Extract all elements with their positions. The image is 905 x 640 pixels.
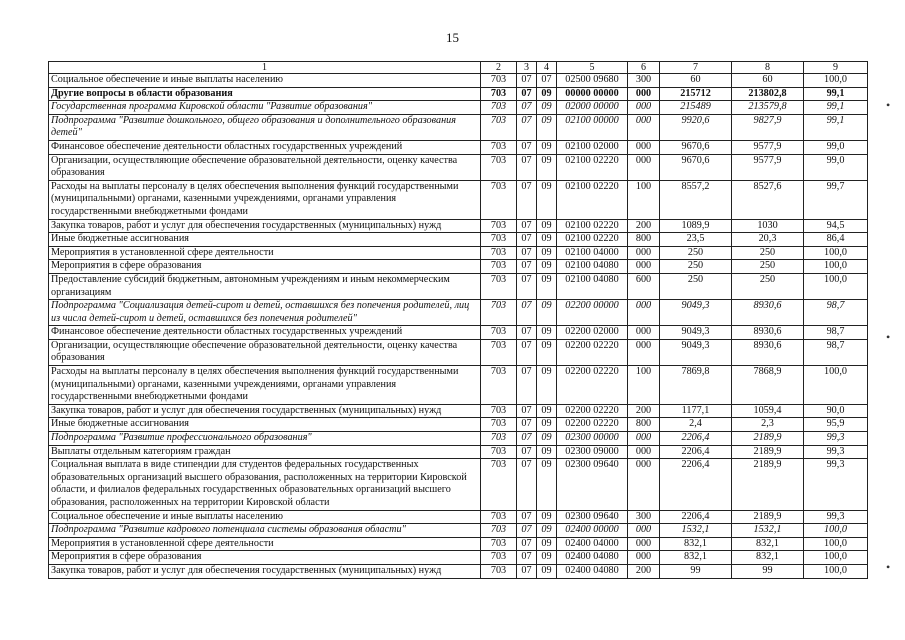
row-value-cell: 02200 02220 <box>557 366 628 405</box>
row-value-cell: 215489 <box>660 101 732 115</box>
page-number: 15 <box>446 30 459 45</box>
row-value-cell: 07 <box>517 180 537 219</box>
column-header: 3 <box>517 62 537 74</box>
table-row <box>49 219 868 233</box>
row-value-cell: 07 <box>517 101 537 115</box>
row-value-cell: 300 <box>628 510 660 524</box>
row-value-cell: 250 <box>732 273 804 299</box>
row-name-cell: Предоставление субсидий бюджетным, автономным учреждениям и иным некоммерческим организациям <box>49 273 481 299</box>
row-value-cell: 07 <box>517 418 537 432</box>
row-value-cell: 250 <box>660 246 732 260</box>
row-value-cell: 600 <box>628 273 660 299</box>
row-value-cell: 09 <box>537 154 557 180</box>
row-value-cell: 703 <box>481 339 517 365</box>
row-value-cell: 1177,1 <box>660 404 732 418</box>
row-value-cell: 000 <box>628 140 660 154</box>
row-value-cell: 200 <box>628 564 660 578</box>
row-value-cell: 02400 04080 <box>557 551 628 565</box>
row-name-cell: Расходы на выплаты персоналу в целях обеспечения выполнения функций государственными (муниципальными) органами, казенными учреждениями, органами управления государственными внебюджетными фондами <box>49 366 481 405</box>
row-value-cell: 9827,9 <box>732 114 804 140</box>
row-value-cell: 07 <box>517 140 537 154</box>
row-name-cell: Выплаты отдельным категориям граждан <box>49 445 481 459</box>
row-name-cell: Социальная выплата в виде стипендии для студентов федеральных государственных образовательных организаций высшего образования, расположенных на территории Кировской области, и филиалов федеральных государственных образовательных организаций высшего образования, расположенных на территории Кировской области <box>49 459 481 510</box>
column-header: 8 <box>732 62 804 74</box>
row-value-cell: 9577,9 <box>732 140 804 154</box>
row-value-cell: 09 <box>537 404 557 418</box>
row-value-cell: 02200 00000 <box>557 300 628 326</box>
row-value-cell: 250 <box>732 260 804 274</box>
table-row <box>49 459 868 510</box>
row-value-cell: 703 <box>481 140 517 154</box>
row-value-cell: 09 <box>537 114 557 140</box>
row-value-cell: 09 <box>537 140 557 154</box>
row-name-cell: Закупка товаров, работ и услуг для обеспечения государственных (муниципальных) нужд <box>49 404 481 418</box>
row-name-cell: Государственная программа Кировской области "Развитие образования" <box>49 101 481 115</box>
row-value-cell: 800 <box>628 418 660 432</box>
row-value-cell: 09 <box>537 246 557 260</box>
row-name-cell: Закупка товаров, работ и услуг для обеспечения государственных (муниципальных) нужд <box>49 219 481 233</box>
row-value-cell: 09 <box>537 101 557 115</box>
row-value-cell: 02400 04000 <box>557 537 628 551</box>
table-header-row <box>49 62 868 74</box>
row-value-cell: 2189,9 <box>732 432 804 446</box>
row-value-cell: 100,0 <box>804 537 868 551</box>
row-value-cell: 07 <box>517 339 537 365</box>
table-row <box>49 445 868 459</box>
row-value-cell: 60 <box>732 74 804 88</box>
row-name-cell: Расходы на выплаты персоналу в целях обеспечения выполнения функций государственными (муниципальными) органами, казенными учреждениями, органами управления государственными внебюджетными фондами <box>49 180 481 219</box>
row-value-cell: 7868,9 <box>732 366 804 405</box>
row-value-cell: 703 <box>481 459 517 510</box>
row-value-cell: 99,0 <box>804 154 868 180</box>
row-value-cell: 07 <box>517 246 537 260</box>
row-value-cell: 9049,3 <box>660 326 732 340</box>
row-value-cell: 100,0 <box>804 246 868 260</box>
row-value-cell: 100,0 <box>804 564 868 578</box>
row-value-cell: 02300 00000 <box>557 432 628 446</box>
row-value-cell: 703 <box>481 300 517 326</box>
row-value-cell: 99,3 <box>804 510 868 524</box>
row-value-cell: 832,1 <box>660 551 732 565</box>
row-value-cell: 09 <box>537 510 557 524</box>
row-value-cell: 1532,1 <box>732 524 804 538</box>
row-value-cell: 000 <box>628 87 660 101</box>
table-row <box>49 260 868 274</box>
row-value-cell: 2,3 <box>732 418 804 432</box>
row-value-cell: 07 <box>517 445 537 459</box>
row-value-cell: 2189,9 <box>732 459 804 510</box>
row-value-cell: 02100 00000 <box>557 114 628 140</box>
row-value-cell: 250 <box>660 260 732 274</box>
row-value-cell: 07 <box>517 537 537 551</box>
row-value-cell: 07 <box>517 510 537 524</box>
row-value-cell: 1089,9 <box>660 219 732 233</box>
row-name-cell: Социальное обеспечение и иные выплаты населению <box>49 510 481 524</box>
row-value-cell: 000 <box>628 524 660 538</box>
row-name-cell: Мероприятия в сфере образования <box>49 260 481 274</box>
table-row <box>49 551 868 565</box>
row-value-cell: 07 <box>517 74 537 88</box>
row-value-cell: 07 <box>517 404 537 418</box>
row-value-cell: 02200 02220 <box>557 418 628 432</box>
row-value-cell: 07 <box>517 154 537 180</box>
row-value-cell: 703 <box>481 180 517 219</box>
row-name-cell: Иные бюджетные ассигнования <box>49 418 481 432</box>
row-value-cell: 250 <box>660 273 732 299</box>
row-value-cell: 99 <box>732 564 804 578</box>
row-value-cell: 07 <box>517 87 537 101</box>
row-value-cell: 703 <box>481 326 517 340</box>
row-value-cell: 2206,4 <box>660 432 732 446</box>
row-value-cell: 99,3 <box>804 445 868 459</box>
row-value-cell: 09 <box>537 326 557 340</box>
row-value-cell: 9577,9 <box>732 154 804 180</box>
row-value-cell: 02200 02220 <box>557 404 628 418</box>
row-value-cell: 703 <box>481 87 517 101</box>
row-value-cell: 200 <box>628 219 660 233</box>
row-value-cell: 02300 09640 <box>557 510 628 524</box>
row-value-cell: 250 <box>732 246 804 260</box>
column-header: 6 <box>628 62 660 74</box>
row-value-cell: 703 <box>481 233 517 247</box>
row-value-cell: 703 <box>481 74 517 88</box>
row-value-cell: 703 <box>481 101 517 115</box>
row-name-cell: Подпрограмма "Развитие кадрового потенциала системы образования области" <box>49 524 481 538</box>
row-value-cell: 2,4 <box>660 418 732 432</box>
row-value-cell: 000 <box>628 101 660 115</box>
row-name-cell: Социальное обеспечение и иные выплаты населению <box>49 74 481 88</box>
row-value-cell: 000 <box>628 154 660 180</box>
row-value-cell: 7869,8 <box>660 366 732 405</box>
column-header: 5 <box>557 62 628 74</box>
row-value-cell: 09 <box>537 551 557 565</box>
column-header: 2 <box>481 62 517 74</box>
row-value-cell: 09 <box>537 180 557 219</box>
table-row <box>49 180 868 219</box>
row-value-cell: 09 <box>537 233 557 247</box>
column-header: 9 <box>804 62 868 74</box>
table-row <box>49 366 868 405</box>
row-value-cell: 09 <box>537 564 557 578</box>
row-value-cell: 86,4 <box>804 233 868 247</box>
row-value-cell: 703 <box>481 260 517 274</box>
row-value-cell: 9049,3 <box>660 339 732 365</box>
row-value-cell: 07 <box>517 273 537 299</box>
row-value-cell: 000 <box>628 459 660 510</box>
row-value-cell: 2189,9 <box>732 510 804 524</box>
row-value-cell: 02100 04080 <box>557 260 628 274</box>
row-value-cell: 200 <box>628 404 660 418</box>
row-value-cell: 02100 02220 <box>557 180 628 219</box>
row-value-cell: 703 <box>481 445 517 459</box>
row-value-cell: 832,1 <box>660 537 732 551</box>
row-value-cell: 94,5 <box>804 219 868 233</box>
row-value-cell: 07 <box>517 300 537 326</box>
row-value-cell: 09 <box>537 339 557 365</box>
table-row <box>49 339 868 365</box>
row-value-cell: 1059,4 <box>732 404 804 418</box>
row-value-cell: 832,1 <box>732 537 804 551</box>
row-name-cell: Организации, осуществляющие обеспечение образовательной деятельности, оценку качества образования <box>49 154 481 180</box>
row-name-cell: Финансовое обеспечение деятельности областных государственных учреждений <box>49 140 481 154</box>
row-value-cell: 99 <box>660 564 732 578</box>
row-value-cell: 02100 04000 <box>557 246 628 260</box>
row-value-cell: 98,7 <box>804 300 868 326</box>
row-value-cell: 99,0 <box>804 140 868 154</box>
row-value-cell: 02200 02220 <box>557 339 628 365</box>
row-value-cell: 000 <box>628 551 660 565</box>
row-value-cell: 09 <box>537 445 557 459</box>
row-value-cell: 02500 09680 <box>557 74 628 88</box>
row-value-cell: 09 <box>537 300 557 326</box>
row-value-cell: 9920,6 <box>660 114 732 140</box>
row-value-cell: 09 <box>537 260 557 274</box>
row-value-cell: 100,0 <box>804 551 868 565</box>
column-header: 1 <box>49 62 481 74</box>
row-value-cell: 07 <box>517 524 537 538</box>
row-value-cell: 703 <box>481 418 517 432</box>
row-value-cell: 703 <box>481 246 517 260</box>
row-name-cell: Подпрограмма "Развитие профессионального образования" <box>49 432 481 446</box>
row-value-cell: 100,0 <box>804 366 868 405</box>
row-value-cell: 000 <box>628 326 660 340</box>
row-value-cell: 8527,6 <box>732 180 804 219</box>
row-value-cell: 8557,2 <box>660 180 732 219</box>
table-row <box>49 273 868 299</box>
row-value-cell: 703 <box>481 564 517 578</box>
budget-table <box>48 61 868 579</box>
row-name-cell: Закупка товаров, работ и услуг для обеспечения государственных (муниципальных) нужд <box>49 564 481 578</box>
row-value-cell: 02300 09640 <box>557 459 628 510</box>
row-value-cell: 832,1 <box>732 551 804 565</box>
row-value-cell: 00000 00000 <box>557 87 628 101</box>
row-value-cell: 100 <box>628 180 660 219</box>
row-value-cell: 2206,4 <box>660 445 732 459</box>
row-value-cell: 99,3 <box>804 432 868 446</box>
table-body <box>49 74 868 579</box>
row-value-cell: 23,5 <box>660 233 732 247</box>
row-value-cell: 000 <box>628 114 660 140</box>
row-name-cell: Мероприятия в установленной сфере деятельности <box>49 246 481 260</box>
row-value-cell: 800 <box>628 233 660 247</box>
row-value-cell: 703 <box>481 273 517 299</box>
table-row <box>49 537 868 551</box>
row-value-cell: 703 <box>481 154 517 180</box>
row-value-cell: 02200 02000 <box>557 326 628 340</box>
row-value-cell: 703 <box>481 432 517 446</box>
row-value-cell: 07 <box>517 432 537 446</box>
row-value-cell: 2206,4 <box>660 459 732 510</box>
row-value-cell: 9670,6 <box>660 140 732 154</box>
row-value-cell: 1030 <box>732 219 804 233</box>
row-value-cell: 703 <box>481 219 517 233</box>
row-value-cell: 000 <box>628 339 660 365</box>
row-value-cell: 99,1 <box>804 101 868 115</box>
table-row <box>49 524 868 538</box>
row-value-cell: 07 <box>517 219 537 233</box>
row-value-cell: 02100 02000 <box>557 140 628 154</box>
row-value-cell: 000 <box>628 445 660 459</box>
row-value-cell: 99,7 <box>804 180 868 219</box>
row-value-cell: 000 <box>628 432 660 446</box>
row-value-cell: 09 <box>537 432 557 446</box>
row-value-cell: 95,9 <box>804 418 868 432</box>
row-value-cell: 02100 02220 <box>557 154 628 180</box>
column-header: 7 <box>660 62 732 74</box>
row-value-cell: 07 <box>517 366 537 405</box>
row-value-cell: 703 <box>481 366 517 405</box>
margin-mark: • <box>886 330 891 344</box>
row-value-cell: 07 <box>537 74 557 88</box>
row-name-cell: Подпрограмма "Развитие дошкольного, общего образования и дополнительного образования детей" <box>49 114 481 140</box>
row-value-cell: 100,0 <box>804 524 868 538</box>
row-value-cell: 02100 02220 <box>557 233 628 247</box>
row-value-cell: 09 <box>537 87 557 101</box>
table-row <box>49 564 868 578</box>
row-value-cell: 09 <box>537 537 557 551</box>
table-row <box>49 233 868 247</box>
row-value-cell: 07 <box>517 260 537 274</box>
row-value-cell: 09 <box>537 273 557 299</box>
row-value-cell: 300 <box>628 74 660 88</box>
row-name-cell: Мероприятия в установленной сфере деятельности <box>49 537 481 551</box>
row-value-cell: 07 <box>517 114 537 140</box>
row-value-cell: 100 <box>628 366 660 405</box>
row-value-cell: 703 <box>481 114 517 140</box>
table-row <box>49 74 868 88</box>
row-value-cell: 60 <box>660 74 732 88</box>
row-value-cell: 90,0 <box>804 404 868 418</box>
table-row <box>49 404 868 418</box>
row-value-cell: 20,3 <box>732 233 804 247</box>
row-name-cell: Другие вопросы в области образования <box>49 87 481 101</box>
row-value-cell: 09 <box>537 418 557 432</box>
row-value-cell: 8930,6 <box>732 326 804 340</box>
row-name-cell: Подпрограмма "Социализация детей-сирот и детей, оставшихся без попечения родителей, лиц из числа детей-сирот и детей, оставшихся без попечения родителей" <box>49 300 481 326</box>
table-row <box>49 432 868 446</box>
row-value-cell: 000 <box>628 246 660 260</box>
row-value-cell: 9670,6 <box>660 154 732 180</box>
row-value-cell: 2189,9 <box>732 445 804 459</box>
row-value-cell: 100,0 <box>804 74 868 88</box>
table-row <box>49 114 868 140</box>
row-value-cell: 703 <box>481 404 517 418</box>
row-value-cell: 09 <box>537 459 557 510</box>
row-name-cell: Организации, осуществляющие обеспечение образовательной деятельности, оценку качества образования <box>49 339 481 365</box>
row-name-cell: Мероприятия в сфере образования <box>49 551 481 565</box>
row-value-cell: 703 <box>481 537 517 551</box>
row-value-cell: 000 <box>628 300 660 326</box>
table-row <box>49 246 868 260</box>
row-value-cell: 000 <box>628 260 660 274</box>
row-name-cell: Иные бюджетные ассигнования <box>49 233 481 247</box>
row-value-cell: 703 <box>481 524 517 538</box>
table-row <box>49 87 868 101</box>
row-value-cell: 703 <box>481 551 517 565</box>
row-value-cell: 99,3 <box>804 459 868 510</box>
row-value-cell: 02400 04080 <box>557 564 628 578</box>
row-value-cell: 8930,6 <box>732 339 804 365</box>
table-row <box>49 140 868 154</box>
table-row <box>49 326 868 340</box>
row-value-cell: 100,0 <box>804 273 868 299</box>
row-value-cell: 99,1 <box>804 87 868 101</box>
table-row <box>49 300 868 326</box>
margin-mark: • <box>886 560 891 574</box>
row-value-cell: 02100 04080 <box>557 273 628 299</box>
row-value-cell: 2206,4 <box>660 510 732 524</box>
row-value-cell: 213802,8 <box>732 87 804 101</box>
row-value-cell: 703 <box>481 510 517 524</box>
row-value-cell: 07 <box>517 564 537 578</box>
row-value-cell: 09 <box>537 524 557 538</box>
row-value-cell: 8930,6 <box>732 300 804 326</box>
column-header: 4 <box>537 62 557 74</box>
row-value-cell: 07 <box>517 459 537 510</box>
table-row <box>49 510 868 524</box>
row-value-cell: 9049,3 <box>660 300 732 326</box>
row-value-cell: 02100 02220 <box>557 219 628 233</box>
row-value-cell: 02300 09000 <box>557 445 628 459</box>
row-value-cell: 07 <box>517 551 537 565</box>
row-value-cell: 07 <box>517 233 537 247</box>
row-value-cell: 02400 00000 <box>557 524 628 538</box>
row-value-cell: 07 <box>517 326 537 340</box>
row-value-cell: 09 <box>537 219 557 233</box>
row-value-cell: 99,1 <box>804 114 868 140</box>
row-value-cell: 98,7 <box>804 326 868 340</box>
row-value-cell: 1532,1 <box>660 524 732 538</box>
row-value-cell: 100,0 <box>804 260 868 274</box>
margin-mark: • <box>886 98 891 112</box>
row-value-cell: 09 <box>537 366 557 405</box>
table-row <box>49 101 868 115</box>
row-value-cell: 000 <box>628 537 660 551</box>
row-value-cell: 98,7 <box>804 339 868 365</box>
row-value-cell: 213579,8 <box>732 101 804 115</box>
row-value-cell: 215712 <box>660 87 732 101</box>
row-value-cell: 02000 00000 <box>557 101 628 115</box>
row-name-cell: Финансовое обеспечение деятельности областных государственных учреждений <box>49 326 481 340</box>
table-row <box>49 418 868 432</box>
table-row <box>49 154 868 180</box>
